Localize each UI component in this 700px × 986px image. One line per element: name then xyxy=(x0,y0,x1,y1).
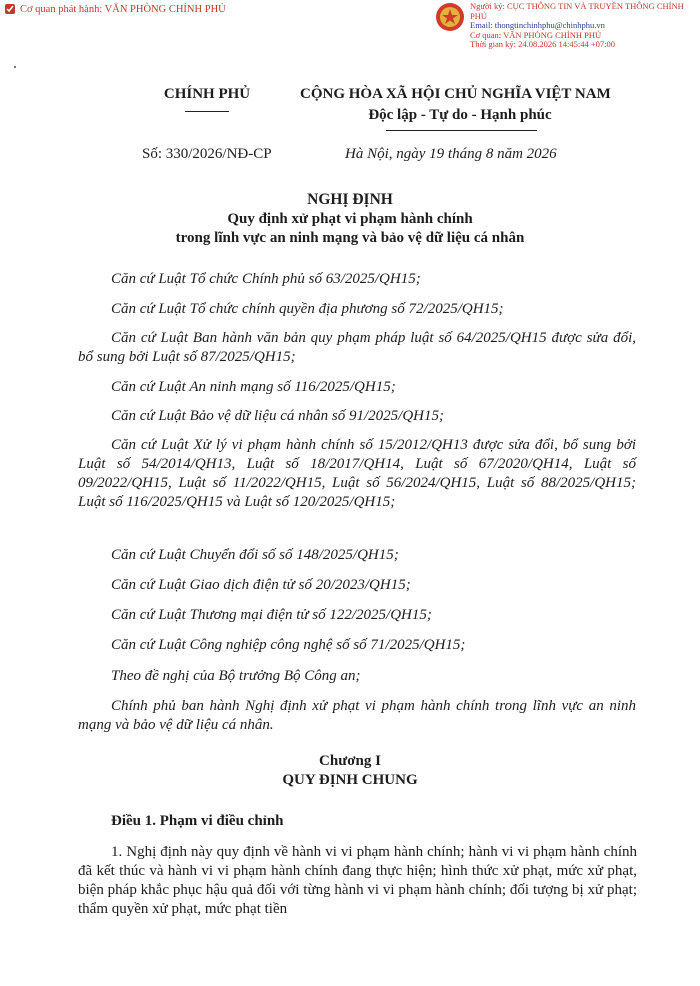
place-date: Hà Nội, ngày 19 tháng 8 năm 2026 xyxy=(345,146,557,162)
legal-basis: Căn cứ Luật Tổ chức Chính phủ số 63/2025/QH15; xyxy=(111,271,421,287)
legal-basis: Căn cứ Luật An ninh mạng số 116/2025/QH15; xyxy=(111,379,396,395)
document-number: Số: 330/2026/NĐ-CP xyxy=(142,146,272,162)
national-emblem-icon xyxy=(435,2,465,32)
agency-underline xyxy=(185,111,229,112)
issuing-agency: CHÍNH PHỦ xyxy=(163,86,251,102)
agency-line: Cơ quan: VĂN PHÒNG CHÍNH PHỦ xyxy=(470,29,602,40)
legal-basis: Căn cứ Luật Thương mại điện tử số 122/2025/QH15; xyxy=(111,607,432,623)
legal-basis: Căn cứ Luật Công nghiệp công nghệ số số 71/2025/QH15; xyxy=(111,637,466,653)
signer-line: Người ký: CỤC THÔNG TIN VÀ TRUYỀN THÔNG CHÍNH PHỦ xyxy=(470,1,684,21)
issuing-agency-text: Cơ quan phát hành: VĂN PHÒNG CHÍNH PHỦ xyxy=(20,3,226,15)
national-motto: Độc lập - Tự do - Hạnh phúc xyxy=(368,107,552,123)
legal-basis: Căn cứ Luật Tổ chức chính quyền địa phương số 72/2025/QH15; xyxy=(111,301,504,317)
legal-basis: Căn cứ Luật Ban hành văn bản quy phạm pháp luật số 64/2025/QH15 được sửa đổi, bổ sung bởi Luật số 87/2025/QH15; xyxy=(78,330,636,365)
promulgation-line: Chính phủ ban hành Nghị định xử phạt vi phạm hành chính trong lĩnh vực an ninh mạng và bảo vệ dữ liệu cá nhân. xyxy=(78,698,636,733)
document-title: NGHỊ ĐỊNH xyxy=(307,191,393,208)
document-subtitle-2: trong lĩnh vực an ninh mạng và bảo vệ dữ liệu cá nhân xyxy=(175,230,525,246)
motto-underline xyxy=(386,130,537,131)
legal-basis: Căn cứ Luật Bảo vệ dữ liệu cá nhân số 91/2025/QH15; xyxy=(111,408,444,424)
chapter-title: QUY ĐỊNH CHUNG xyxy=(282,772,418,788)
legal-basis: Căn cứ Luật Giao dịch điện tử số 20/2023/QH15; xyxy=(111,577,411,593)
signature-icon xyxy=(4,3,16,15)
legal-basis: Căn cứ Luật Xử lý vi phạm hành chính số 15/2012/QH13 được sửa đổi, bổ sung bởi Luật số 54/2014/QH13, Luật số 18/2017/QH14, Luật số 67/2020/QH14, Luật số 09/2022/QH15, Luật số 11/2022/QH15, Luật số 56/2024/QH15, Luật số 88/2025/QH15; Luật số 116/2025/QH15 và Luật số 120/2025/QH15; xyxy=(78,437,636,510)
legal-basis: Căn cứ Luật Chuyển đổi số số 148/2025/QH15; xyxy=(111,547,399,563)
country-name: CỘNG HÒA XÃ HỘI CHỦ NGHĨA VIỆT NAM xyxy=(300,86,611,102)
email-line[interactable]: Email: thongtinchinhphu@chinhphu.vn xyxy=(470,20,605,30)
article-heading: Điều 1. Phạm vi điều chỉnh xyxy=(111,813,284,829)
time-line: Thời gian ký: 24.08.2026 14:45:44 +07:00 xyxy=(470,39,616,49)
signature-info xyxy=(470,2,700,50)
scan-speck xyxy=(14,66,16,68)
issuing-agency-label xyxy=(4,3,226,15)
document-subtitle-1: Quy định xử phạt vi phạm hành chính xyxy=(227,211,473,227)
proposal-line: Theo đề nghị của Bộ trưởng Bộ Công an; xyxy=(111,668,361,684)
chapter-number: Chương I xyxy=(319,753,381,769)
article-clause: 1. Nghị định này quy định về hành vi vi phạm hành chính; hành vi vi phạm hành chính đã kết thúc và hành vi vi phạm hành chính đang thực hiện; hình thức xử phạt, mức xử phạt, biện pháp khắc phục hậu quả đối với từng hành vi vi phạm hành chính; đối tượng bị xử phạt; thẩm quyền xử phạt, mức phạt tiền xyxy=(78,844,637,917)
